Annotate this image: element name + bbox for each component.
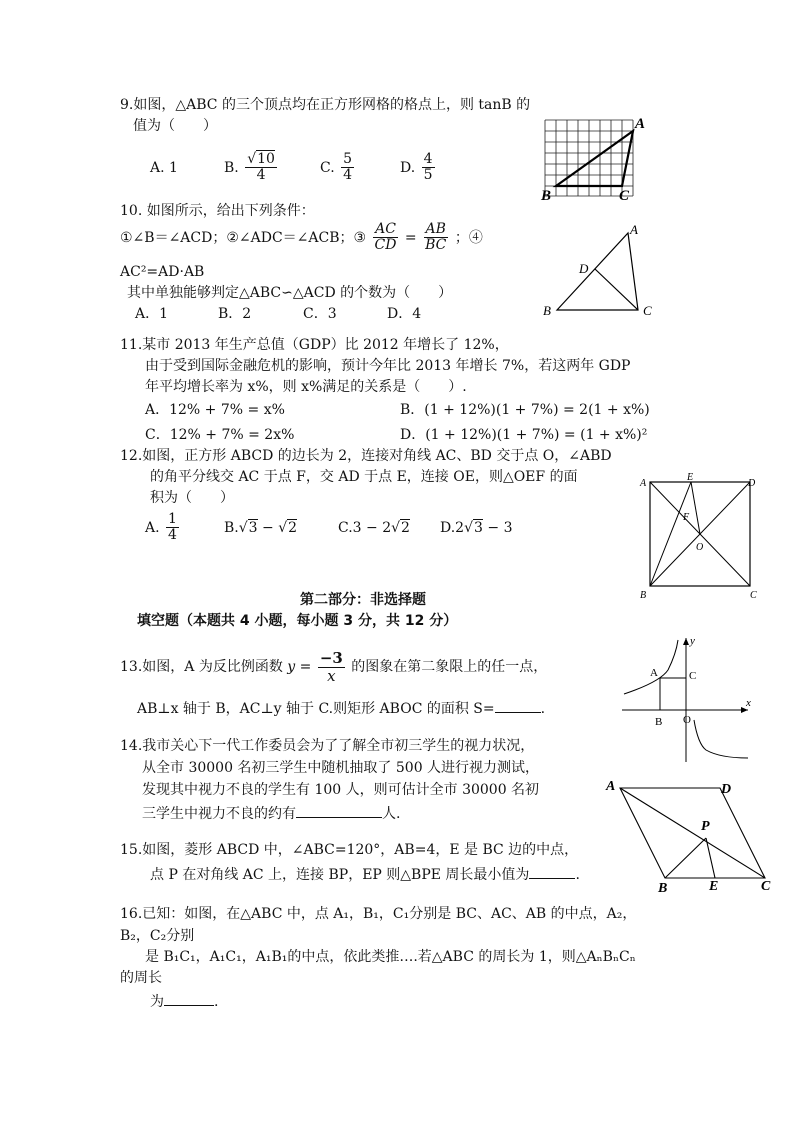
q15-label-a: A <box>606 779 616 794</box>
q11-line3: 年平均增长率为 x%，则 x%满足的关系是（ ）. <box>145 379 467 395</box>
q10-fraction-2-num: AB <box>425 221 446 237</box>
q10-fraction-2-den: BC <box>425 237 447 254</box>
q9-option-c-numerator: 5 <box>343 151 353 167</box>
q13-answer-blank <box>495 698 541 713</box>
q10-equals: = <box>404 229 417 246</box>
q12-option-d-label: D.2 <box>440 520 465 536</box>
q13-label-y: y <box>690 635 695 647</box>
q12-option-d-tail: − 3 <box>482 520 513 536</box>
q16-line4: 的周长 <box>120 970 162 986</box>
q10-label-d: D <box>579 261 589 276</box>
q9-triangle <box>556 131 633 186</box>
q12-label-b: B <box>640 590 647 601</box>
q13-line2-text: AB⊥x 轴于 B，AC⊥y 轴于 C.则矩形 ABOC 的面积 S= <box>137 701 495 717</box>
q13-suffix: 的图象在第二象限上的任一点， <box>351 659 548 675</box>
q13-denominator: x <box>327 666 336 685</box>
q11-option-a: A．12% + 7% = x% <box>145 402 285 418</box>
q9-line1: 9.如图，△ABC 的三个顶点均在正方形网格的格点上，则 tanB 的 <box>120 97 531 113</box>
q12-line3: 积为（ ） <box>150 490 234 506</box>
q15-answer-blank <box>529 864 575 879</box>
q13-y-equals: y = <box>287 659 312 675</box>
q10-option-d: D．4 <box>387 306 422 322</box>
q15-line1: 15.如图，菱形 ABCD 中，∠ABC=120°，AB=4，E 是 BC 边的中点， <box>120 842 579 858</box>
q12-option-b-radicand-2: 2 <box>288 520 298 536</box>
q10-label-c: C <box>643 303 652 318</box>
q10-condition-4: ；④ <box>454 229 483 246</box>
q14-line4 <box>142 803 400 823</box>
q12-option-a <box>145 512 181 544</box>
q16-tail: . <box>214 994 219 1010</box>
q9-option-b-denominator: 4 <box>256 167 266 184</box>
q10-segment-dc <box>595 269 638 310</box>
q15-diagonal-ac <box>620 788 765 878</box>
q12-option-c-radicand: 2 <box>401 520 410 536</box>
q9-option-b-numerator: 10 <box>257 151 275 167</box>
q12-label-e: E <box>687 472 694 483</box>
q13-label-b: B <box>655 716 663 728</box>
q9-option-d-label: D. <box>400 159 416 176</box>
q12-label-c: C <box>750 590 757 601</box>
q12-option-a-den: 4 <box>168 527 177 544</box>
q12-option-c-label: C.3 − 2 <box>338 520 392 536</box>
q12-option-a-num: 1 <box>168 511 177 527</box>
q9-option-d-denominator: 5 <box>423 167 433 184</box>
q9-label-b: B <box>541 188 552 204</box>
q10-conditions <box>120 222 483 254</box>
q11-option-b: B．(1 + 12%)(1 + 7%) = 2(1 + x%) <box>400 402 650 418</box>
q13-label-c: C <box>689 670 697 682</box>
q12-option-c: C.3 − 2√2 <box>338 520 410 536</box>
q12-option-a-label: A. <box>145 519 160 536</box>
q13-prefix: 13.如图，A 为反比例函数 <box>120 659 283 675</box>
q14-line2: 从全市 30000 名初三学生中随机抽取了 500 人进行视力测试， <box>142 760 540 776</box>
q15-segment-bp <box>665 838 706 878</box>
part2-title: 第二部分：非选择题 <box>300 592 426 608</box>
q13-tail: . <box>540 701 546 717</box>
q13-graph-figure <box>620 632 760 767</box>
q10-fraction-1-num: AC <box>375 221 396 237</box>
q10-option-b: B．2 <box>218 306 252 322</box>
q9-option-c-denominator: 4 <box>343 167 353 184</box>
q14-answer-blank <box>296 803 382 818</box>
q13-line1 <box>120 650 547 684</box>
q16-line1: 16.已知：如图，在△ABC 中，点 A₁，B₁，C₁分别是 BC、AC、AB 的中点，A₂， <box>120 906 637 922</box>
q9-option-b <box>224 152 279 184</box>
q10-option-a: A．1 <box>135 306 169 322</box>
q15-label-c: C <box>761 879 771 894</box>
q11-line2: 由于受到国际金融危机的影响，预计今年比 2013 年增长 7%，若这两年 GDP <box>145 358 631 374</box>
q16-line5-text: 为 <box>150 994 164 1010</box>
q12-option-d-radicand: 3 <box>474 520 483 536</box>
q10-line1: 10. 如图所示，给出下列条件： <box>120 203 315 219</box>
q9-label-a: A <box>635 116 646 132</box>
q12-label-f: F <box>683 512 690 523</box>
q12-line1: 12.如图，正方形 ABCD 的边长为 2，连接对角线 AC、BD 交于点 O，∠ABD <box>120 448 612 464</box>
q13-label-x: x <box>746 697 751 709</box>
q12-option-d: D.2√3 − 3 <box>440 520 513 536</box>
q14-line4-text: 三学生中视力不良的约有 <box>142 806 296 822</box>
q13-numerator: −3 <box>319 649 343 667</box>
q12-label-a: A <box>640 478 647 489</box>
q10-label-a: A <box>630 222 638 237</box>
q15-label-p: P <box>701 819 710 834</box>
q16-line3: 是 B₁C₁，A₁C₁，A₁B₁的中点，依此类推….若△ABC 的周长为 1，则△AₙBₙCₙ <box>145 949 636 965</box>
q13-y-arrow <box>683 638 689 645</box>
q12-label-d: D <box>748 478 756 489</box>
q15-label-e: E <box>709 879 719 894</box>
q9-option-b-label: B. <box>224 159 239 176</box>
q9-option-b-fraction: $\frac{√10}{4}$ <box>247 151 275 184</box>
q13-rectangle-aboc <box>660 678 686 710</box>
q9-option-a: A. 1 <box>150 160 178 176</box>
q9-option-d <box>400 152 437 184</box>
q11-option-c: C．12% + 7% = 2x% <box>145 427 295 443</box>
q9-option-d-fraction <box>422 152 435 184</box>
q15-label-d: D <box>721 782 732 797</box>
q14-line1: 14.我市关心下一代工作委员会为了了解全市初三学生的视力状况， <box>120 738 535 754</box>
q13-line2 <box>137 698 545 718</box>
q12-option-b-radicand-1: 3 <box>248 520 258 536</box>
q14-line3: 发现其中视力不良的学生有 100 人，则可估计全市 30000 名初 <box>142 782 540 798</box>
q9-grid-figure <box>540 118 650 203</box>
q12-bisector-be <box>650 482 691 586</box>
q10-triangle-figure <box>535 220 665 320</box>
q9-line2: 值为（ ） <box>133 118 217 134</box>
q10-fraction-1-den: CD <box>374 237 397 254</box>
q10-option-c: C．3 <box>303 306 337 322</box>
q15-line2 <box>150 864 580 884</box>
q12-square-figure <box>638 474 763 599</box>
q11-option-d: D．(1 + 12%)(1 + 7%) = (1 + x%)² <box>400 427 648 443</box>
q10-line3: AC²=AD·AB <box>120 264 205 280</box>
q13-curve-quadrant-4 <box>694 720 748 758</box>
q10-line4: 其中单独能够判定△ABC∽△ACD 的个数为（ ） <box>127 285 453 301</box>
q15-label-b: B <box>658 881 668 896</box>
q9-label-c: C <box>619 188 630 204</box>
q10-condition-1-2: ①∠B＝∠ACD；②∠ADC＝∠ACB；③ <box>120 229 367 246</box>
q14-tail: 人. <box>382 806 401 822</box>
q10-fraction-ac-cd <box>373 222 399 254</box>
q15-rhombus-figure <box>600 778 785 896</box>
q16-line5 <box>150 991 218 1011</box>
q10-fraction-ab-bc <box>423 222 448 254</box>
q12-option-b-label: B. <box>224 520 239 536</box>
q15-line2-text: 点 P 在对角线 AC 上，连接 BP，EP 则△BPE 周长最小值为 <box>150 867 530 883</box>
q9-option-c-fraction <box>341 152 354 184</box>
q11-line1: 11.某市 2013 年生产总值（GDP）比 2012 年增长了 12%， <box>120 337 509 353</box>
q10-label-b: B <box>543 303 551 318</box>
q16-line2: B₂，C₂分别 <box>120 928 195 944</box>
q9-option-c-label: C. <box>320 159 335 176</box>
q12-label-o: O <box>696 542 704 553</box>
q9-option-c <box>320 152 356 184</box>
q9-option-d-numerator: 4 <box>423 151 433 167</box>
q12-option-a-fraction <box>166 512 179 544</box>
q12-option-b: B.√3 − √2 <box>224 520 298 536</box>
q13-fraction <box>318 650 345 684</box>
q12-line2: 的角平分线交 AC 于点 F，交 AD 于点 E，连接 OE，则△OEF 的面 <box>150 469 578 485</box>
q13-label-o: O <box>683 714 691 726</box>
q15-tail: . <box>575 867 580 883</box>
part2-subtitle: 填空题（本题共 4 小题，每小题 3 分，共 12 分） <box>137 613 458 629</box>
q13-label-a: A <box>650 667 658 679</box>
q16-answer-blank <box>164 991 214 1006</box>
q12-option-b-minus: − <box>257 520 279 536</box>
